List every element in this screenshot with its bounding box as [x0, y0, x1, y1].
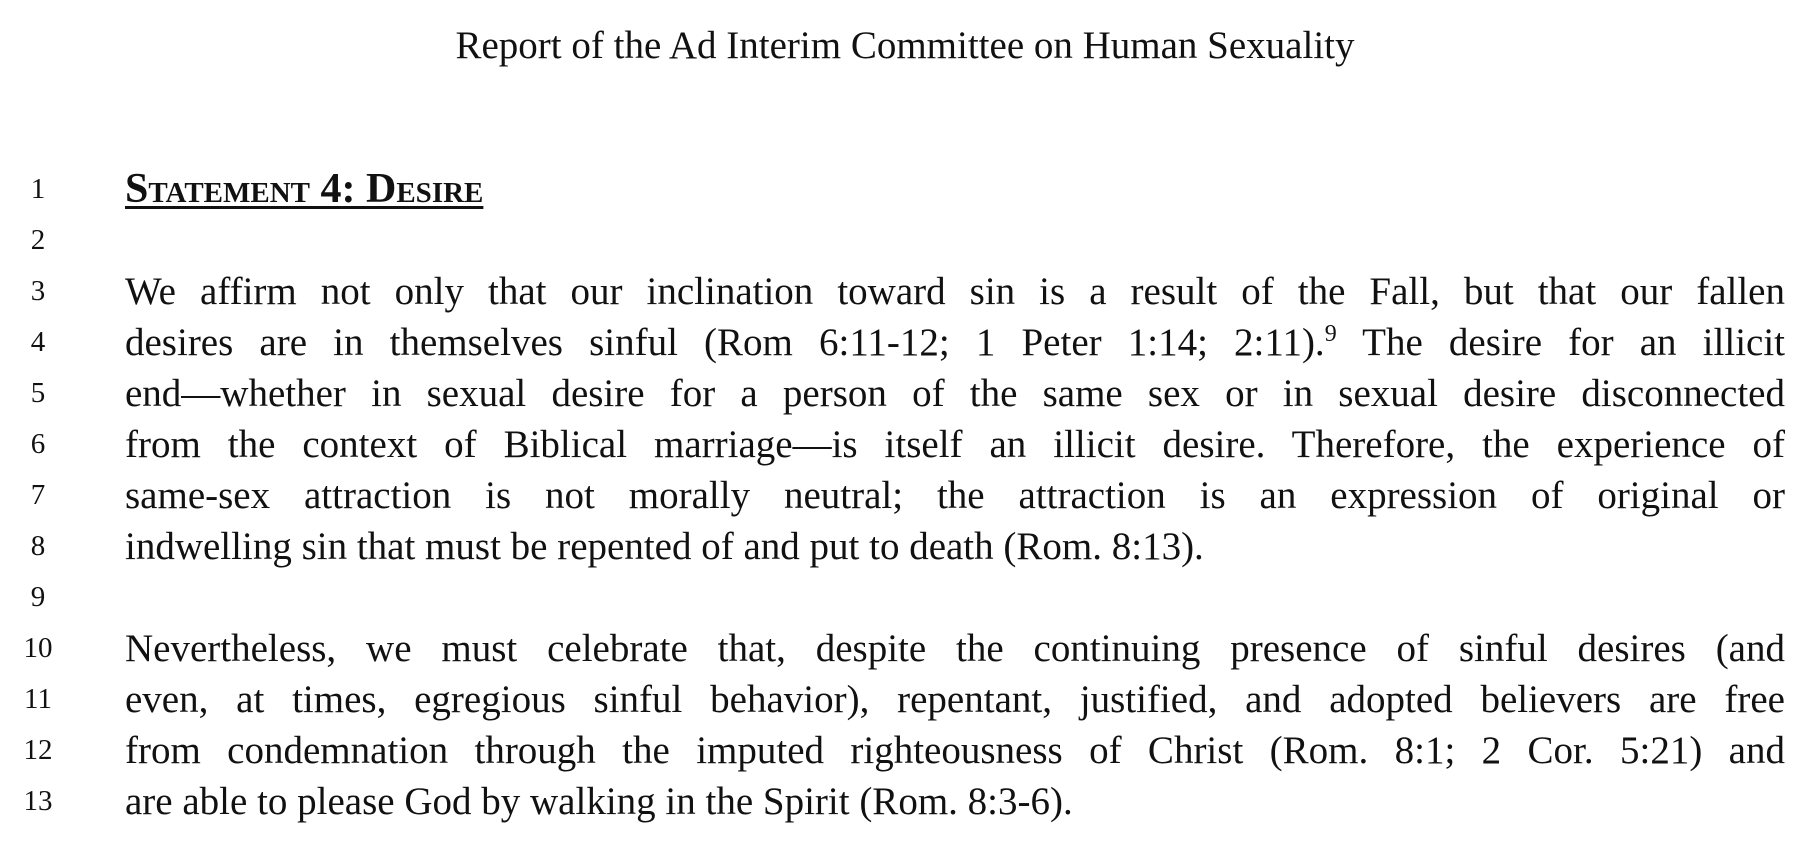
blank-line	[125, 572, 1785, 623]
text-segment: desires are in themselves sinful (Rom 6:11-12; 1 Peter 1:14; 2:11).	[125, 321, 1325, 364]
line-number: 1	[30, 173, 46, 205]
text-line: from condemnation through the imputed righteousness of Christ (Rom. 8:1; 2 Cor. 5:21) and	[125, 729, 1785, 772]
blank-line	[125, 215, 1785, 266]
line-number: 12	[23, 734, 53, 766]
section-body	[125, 164, 1785, 827]
text-line: Nevertheless, we must celebrate that, despite the continuing presence of sinful desires (and	[125, 627, 1785, 670]
line-number: 3	[30, 275, 46, 307]
line-number: 2	[30, 224, 46, 256]
text-line: end—whether in sexual desire for a person of the same sex or in sexual desire disconnected	[125, 372, 1785, 415]
footnote-reference[interactable]: 9	[1324, 321, 1337, 347]
line-number: 8	[30, 530, 46, 562]
section-heading: Statement 4: Desire	[125, 166, 484, 212]
line-number: 4	[30, 326, 46, 358]
text-line: same-sex attraction is not morally neutral; the attraction is an expression of original or	[125, 474, 1785, 517]
line-number: 10	[23, 632, 53, 664]
text-line: are able to please God by walking in the Spirit (Rom. 8:3-6).	[125, 780, 1073, 823]
text-line: even, at times, egregious sinful behavior), repentant, justified, and adopted believers are free	[125, 678, 1785, 721]
line-number: 11	[24, 683, 52, 715]
text-line: indwelling sin that must be repented of and put to death (Rom. 8:13).	[125, 525, 1204, 568]
line-number: 9	[30, 581, 46, 613]
line-number: 7	[30, 479, 46, 511]
paragraph	[125, 266, 1785, 572]
paragraph	[125, 623, 1785, 827]
text-line: from the context of Biblical marriage—is itself an illicit desire. Therefore, the experience of	[125, 423, 1785, 466]
line-number: 13	[23, 785, 53, 817]
text-line: We affirm not only that our inclination toward sin is a result of the Fall, but that our fallen	[125, 270, 1785, 313]
running-header: Report of the Ad Interim Committee on Human Sexuality	[455, 24, 1355, 67]
text-segment: The desire for an illicit	[1336, 321, 1786, 364]
line-number: 6	[30, 428, 46, 460]
line-number: 5	[30, 377, 46, 409]
text-line	[125, 317, 1785, 368]
line-number-gutter	[0, 164, 70, 827]
